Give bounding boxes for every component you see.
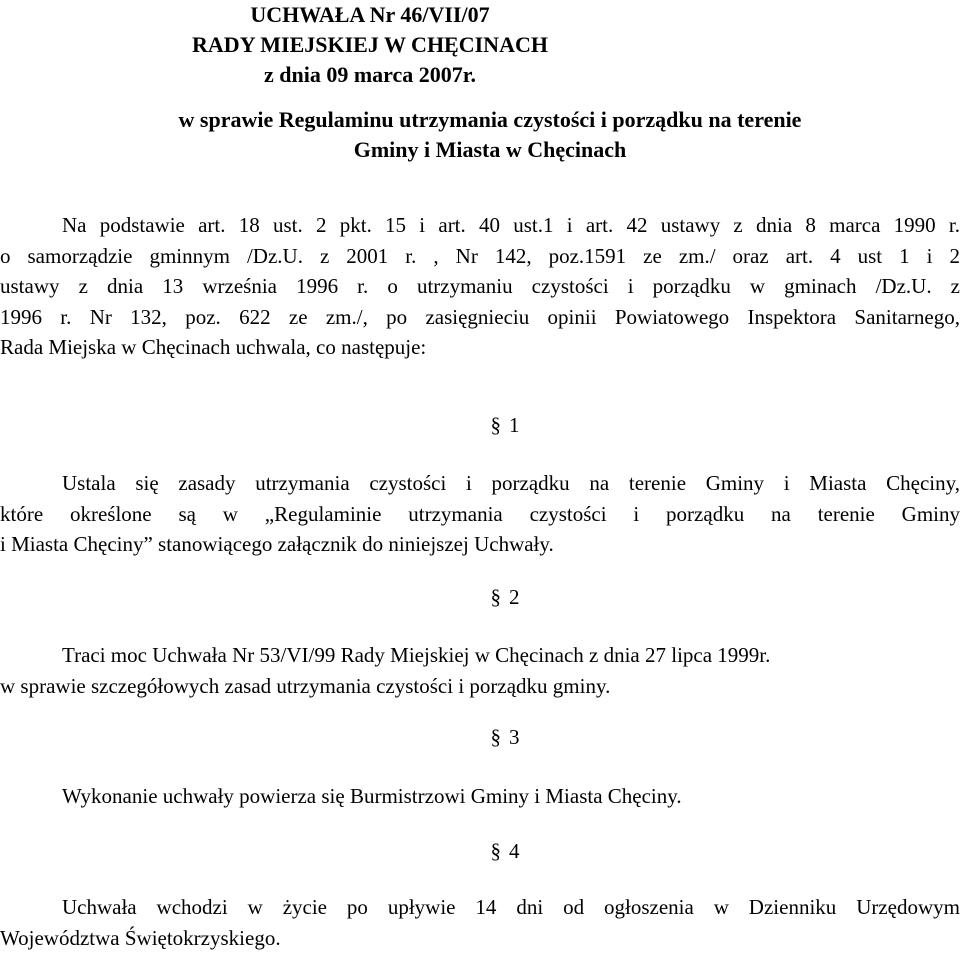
- section-number: 3: [509, 725, 520, 749]
- section-line: Ustala się zasady utrzymania czystości i porządku na terenie Gminy i Miasta Chęciny,: [0, 468, 960, 499]
- section-heading-4: [0, 836, 960, 867]
- section-line: Województwa Świętokrzyskiego.: [0, 923, 960, 953]
- section-body-2: [0, 640, 960, 701]
- section-line: w sprawie szczegółowych zasad utrzymania czystości i porządku gminy.: [0, 671, 960, 702]
- section-heading-3: [0, 722, 960, 753]
- preamble-line: o samorządzie gminnym /Dz.U. z 2001 r. , Nr 142, poz.1591 ze zm./ oraz art. 4 ust 1 i 2: [0, 241, 960, 272]
- section-number: 2: [509, 585, 520, 609]
- section-mark: §: [491, 836, 502, 867]
- subject-line-2: Gminy i Miasta w Chęcinach: [0, 135, 960, 165]
- council-name: RADY MIEJSKIEJ W CHĘCINACH: [0, 30, 740, 60]
- section-mark: §: [491, 582, 502, 613]
- resolution-header: [0, 0, 740, 90]
- preamble-line: ustawy z dnia 13 września 1996 r. o utrzymaniu czystości i porządku w gminach /Dz.U. z: [0, 271, 960, 302]
- section-line: Uchwała wchodzi w życie po upływie 14 dni od ogłoszenia w Dzienniku Urzędowym: [0, 892, 960, 923]
- subject-line-1: w sprawie Regulaminu utrzymania czystości i porządku na terenie: [0, 105, 960, 135]
- preamble-line: Rada Miejska w Chęcinach uchwala, co następuje:: [0, 332, 960, 363]
- section-line: Wykonanie uchwały powierza się Burmistrzowi Gminy i Miasta Chęciny.: [0, 781, 960, 812]
- section-number: 4: [509, 839, 520, 863]
- resolution-date: z dnia 09 marca 2007r.: [0, 60, 740, 90]
- section-body-3: [0, 781, 960, 812]
- preamble: [0, 210, 960, 363]
- section-heading-1: [0, 410, 960, 441]
- resolution-subject: [0, 105, 960, 165]
- section-line: i Miasta Chęciny” stanowiącego załącznik do niniejszej Uchwały.: [0, 529, 960, 560]
- section-line: Traci moc Uchwała Nr 53/VI/99 Rady Miejskiej w Chęcinach z dnia 27 lipca 1999r.: [0, 640, 960, 671]
- section-body-1: [0, 468, 960, 560]
- preamble-line: Na podstawie art. 18 ust. 2 pkt. 15 i art. 40 ust.1 i art. 42 ustawy z dnia 8 marca 1990 r.: [0, 210, 960, 241]
- section-heading-2: [0, 582, 960, 613]
- section-body-4: [0, 892, 960, 953]
- section-mark: §: [491, 410, 502, 441]
- section-number: 1: [509, 413, 520, 437]
- section-line: które określone są w „Regulaminie utrzymania czystości i porządku na terenie Gminy: [0, 499, 960, 530]
- preamble-line: 1996 r. Nr 132, poz. 622 ze zm./, po zasięgnieciu opinii Powiatowego Inspektora Sanitarnego,: [0, 302, 960, 333]
- resolution-number: UCHWAŁA Nr 46/VII/07: [0, 0, 740, 30]
- section-mark: §: [491, 722, 502, 753]
